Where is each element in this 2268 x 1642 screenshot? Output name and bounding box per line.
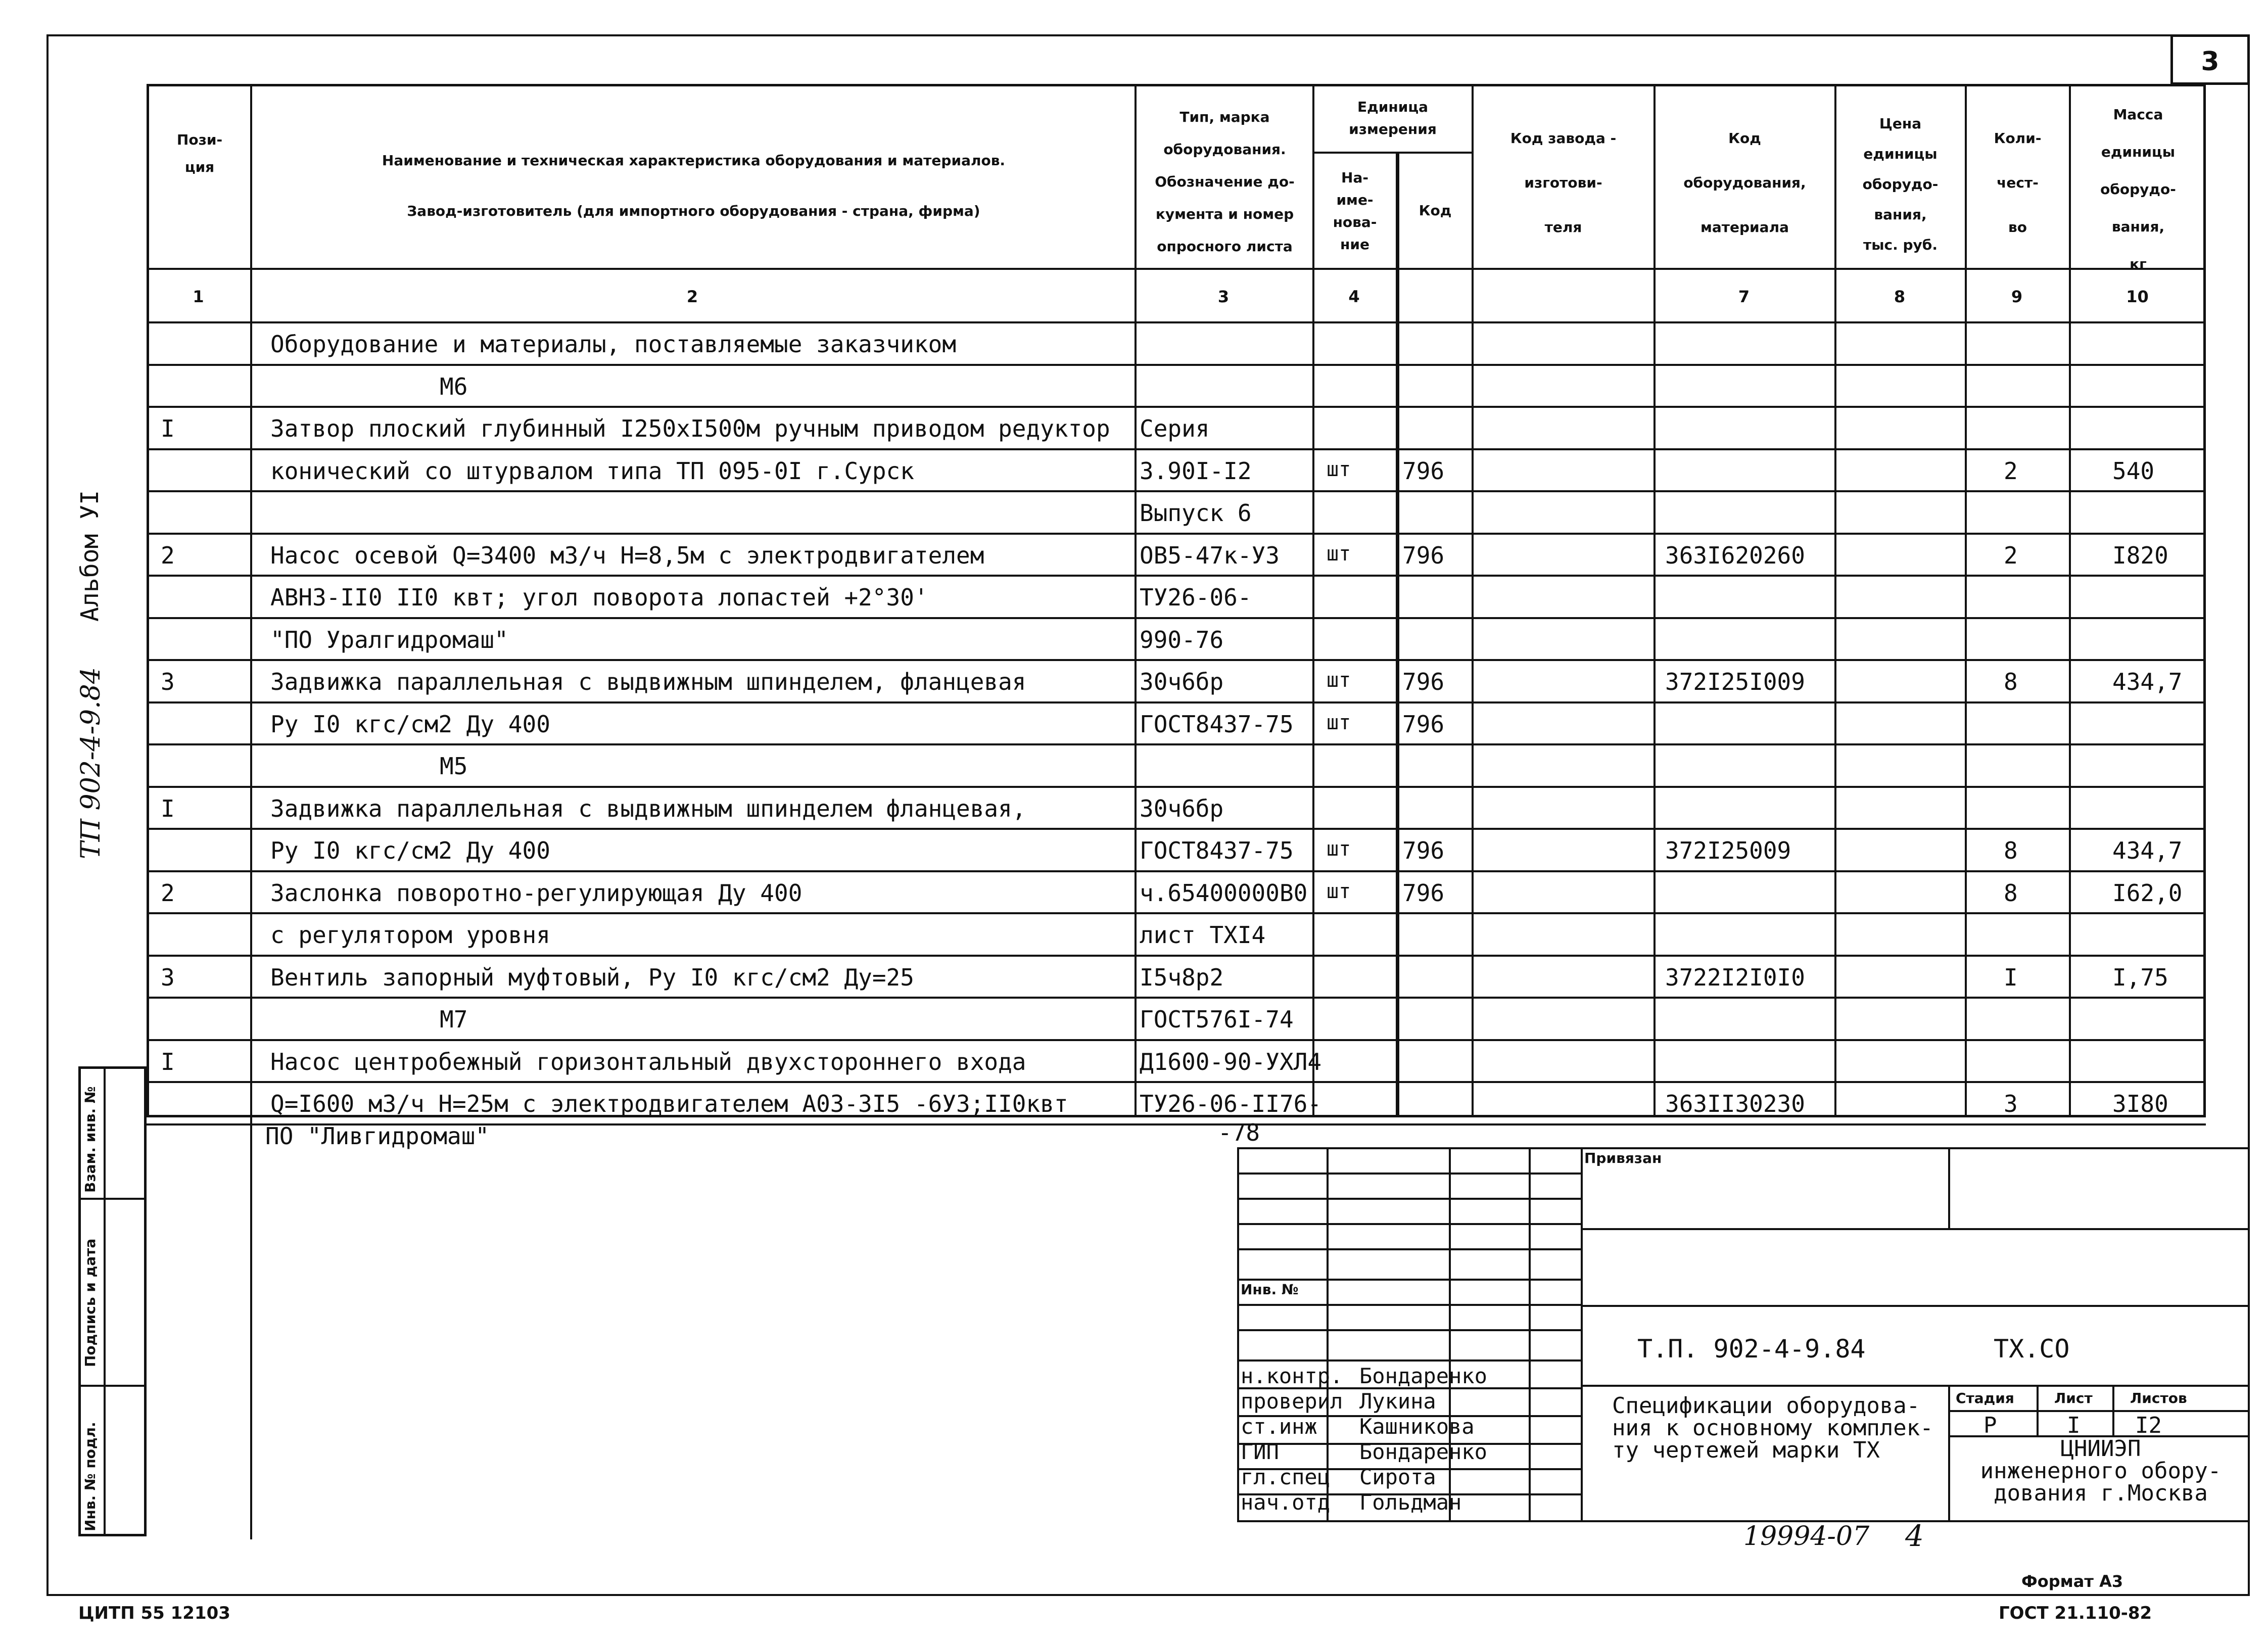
staff-role: ст.инж (1241, 1414, 1317, 1439)
row-position: 2 (161, 541, 175, 569)
tb-row-line (1237, 1279, 1581, 1281)
row-divider (147, 912, 2206, 914)
row-name: М7 (440, 1006, 468, 1033)
row-name: АВН3-II0 II0 квт; угол поворота лопастей +2°30' (270, 584, 928, 611)
format-label: Формат А3 (2021, 1572, 2123, 1591)
col-line (1135, 84, 1137, 1117)
row-mass: I,75 (2112, 963, 2168, 991)
column-number: 9 (2011, 287, 2023, 306)
column-number: 4 (1348, 287, 1360, 306)
row-material-code: 3722I2I0I0 (1665, 963, 1805, 991)
row-type: ГОСТ8437-75 (1140, 837, 1294, 864)
staff-name: Сирота (1359, 1465, 1436, 1489)
row-mass: 3I80 (2112, 1090, 2168, 1117)
sheets-value: I2 (2135, 1413, 2162, 1438)
row-unit: шт (1327, 457, 1351, 481)
row-unit: шт (1327, 837, 1351, 861)
row-name: Ру I0 кгс/см2 Ду 400 (270, 710, 550, 738)
row-quantity: 8 (2004, 879, 2018, 907)
row-type: ГОСТ8437-75 (1140, 710, 1294, 738)
header-col5: Код (1419, 202, 1452, 219)
row-divider (147, 1039, 2206, 1041)
archive-number: 19994-07 (1743, 1521, 1870, 1552)
row-name: конический со штурвалом типа ТП 095-0I г.Сурск (270, 457, 914, 485)
organization: ЦНИИЭП инженерного обору- дования г.Москва (1980, 1436, 2222, 1506)
stage-label: Стадия (1956, 1390, 2014, 1406)
header-col1: Пози- ция (176, 131, 223, 175)
tb-row-line (1237, 1304, 1581, 1306)
row-material-code: 363I620260 (1665, 541, 1805, 569)
row-code: 796 (1402, 879, 1445, 907)
row-divider (147, 1081, 2206, 1083)
row-mass: I820 (2112, 541, 2168, 569)
doc-code: Т.П. 902-4-9.84 (1637, 1334, 1866, 1364)
row-name: М5 (440, 753, 468, 780)
stage-value: Р (1983, 1413, 1997, 1438)
column-number: 3 (1217, 287, 1230, 306)
row-name: Затвор плоский глубинный I250xI500м ручным приводом редуктор (270, 415, 1110, 442)
colnum-bottom-line (147, 321, 2206, 323)
row-type: Серия (1140, 415, 1210, 442)
row-material-code: 372I25I009 (1665, 668, 1805, 695)
row-divider (147, 533, 2206, 535)
header-col2: Наименование и техническая характеристика оборудования и материалов. Завод-изготовитель (для импортного оборудования - страна, фирма) (382, 152, 1006, 219)
tb-line (1581, 1228, 2250, 1230)
column-number: 2 (686, 287, 698, 306)
row-code: 796 (1402, 457, 1445, 485)
tb-line (1948, 1385, 1950, 1522)
row-type: Выпуск 6 (1140, 499, 1252, 527)
stamp-label-signature: Подпись и дата (82, 1238, 99, 1367)
row-name: Ру I0 кгс/см2 Ду 400 (270, 837, 550, 864)
row-position: I (161, 1048, 175, 1075)
row-type: 990-76 (1140, 626, 1224, 653)
tb-row-line (1237, 1172, 1581, 1175)
tb-line (2037, 1385, 2039, 1435)
row-quantity: 3 (2004, 1090, 2018, 1117)
tb-line (1581, 1305, 2250, 1307)
tb-row-line (1237, 1223, 1581, 1225)
row-unit: шт (1327, 669, 1351, 692)
column-number: 1 (193, 287, 204, 306)
row-name: Насос центробежный горизонтальный двухстороннего входа (270, 1048, 1026, 1075)
left-stamp-line (78, 1385, 147, 1387)
sheets-label: Листов (2130, 1390, 2187, 1406)
tb-row-line (1237, 1248, 1581, 1250)
header-col7: Код оборудования, материала (1683, 130, 1806, 236)
tb-line (1948, 1410, 2250, 1412)
row-type: ОВ5-47к-У3 (1140, 541, 1280, 569)
row-type: лист ТХI4 (1140, 921, 1266, 949)
header-col8: Цена единицы оборудо- вания, тыс. руб. (1862, 115, 1939, 253)
row-divider (147, 659, 2206, 661)
staff-role: гл.спец (1241, 1465, 1331, 1489)
row-position: 2 (161, 879, 175, 907)
staff-role: нач.отд (1241, 1490, 1331, 1515)
header-col4: На- име- нова- ние (1333, 169, 1377, 253)
staff-role: н.контр. (1241, 1364, 1343, 1388)
sheet-value: I (2067, 1413, 2081, 1438)
row-mass: 540 (2112, 457, 2155, 485)
row-name: Q=I600 м3/ч Н=25м с электродвигателем А03-3I5 -6У3;II0квт (270, 1090, 1068, 1117)
tb-row-line (1237, 1329, 1581, 1331)
privyazan-label: Привязан (1584, 1150, 1662, 1166)
header-col9: Коли- чест- во (1994, 130, 2042, 236)
row-code: 796 (1402, 668, 1445, 695)
doc-mark: ТХ.СО (1994, 1334, 2070, 1364)
row-divider (147, 786, 2206, 788)
row-divider (147, 743, 2206, 745)
row-quantity: 2 (2004, 541, 2018, 569)
row-type: ТУ26-06- (1140, 584, 1252, 611)
row-material-code: 372I25009 (1665, 837, 1791, 864)
sheet-number: 3 (2201, 46, 2219, 77)
row-unit: шт (1327, 542, 1351, 566)
tb-line (1529, 1147, 1531, 1522)
side-tp-label: ТП 902-4-9.84 (76, 667, 106, 859)
staff-name: Бондаренко (1359, 1364, 1487, 1388)
tb-line (1581, 1147, 1583, 1522)
row-name: Насос осевой Q=3400 м3/ч Н=8,5м с электродвигателем (270, 541, 984, 569)
sheet-label: Лист (2054, 1390, 2093, 1406)
row-name: М6 (440, 372, 468, 400)
left-stamp-divider (104, 1066, 106, 1536)
row-divider (147, 701, 2206, 703)
row-divider (147, 575, 2206, 577)
tb-row-line (1237, 1359, 1581, 1362)
archive-suffix: 4 (1905, 1519, 1924, 1553)
header-col3: Тип, марка оборудования. Обозначение до- кумента и номер опросного листа (1155, 109, 1295, 255)
row-divider (147, 617, 2206, 619)
left-stamp-line (78, 1198, 147, 1200)
row-mass: 434,7 (2112, 837, 2183, 864)
stamp-label-vzam: Взам. инв. № (82, 1086, 99, 1193)
row-divider (147, 490, 2206, 492)
row-divider (147, 364, 2206, 366)
col-line (1396, 152, 1399, 1117)
tb-line (1449, 1147, 1451, 1522)
row-type: I5ч8р2 (1140, 963, 1224, 991)
continuation-type: -78 (1218, 1119, 1260, 1146)
row-quantity: 8 (2004, 668, 2018, 695)
row-divider (147, 997, 2206, 999)
row-type: 30ч6бр (1140, 668, 1224, 695)
row-name: "ПО Уралгидромаш" (270, 626, 508, 653)
inv-label: Инв. № (1241, 1281, 1299, 1298)
column-number: 8 (1894, 287, 1906, 306)
row-divider (147, 870, 2206, 872)
row-type: Д1600-90-УХЛ4 (1140, 1048, 1322, 1075)
row-material-code: 363II30230 (1665, 1090, 1805, 1117)
row-type: 3.90I-I2 (1140, 457, 1252, 485)
side-album-label: Альбом УI (76, 490, 104, 622)
tb-row-line (1237, 1198, 1581, 1200)
row-divider (147, 448, 2206, 450)
staff-name: Гольдман (1359, 1490, 1462, 1515)
row-position: I (161, 794, 175, 822)
row-unit: шт (1327, 711, 1351, 734)
row-mass: 434,7 (2112, 668, 2183, 695)
header-col10: Масса единицы оборудо- вания, кг (2100, 106, 2176, 272)
stamp-label-inv: Инв. № подл. (82, 1422, 99, 1531)
column-number: 10 (2126, 287, 2149, 306)
unit-split-line (1312, 152, 1472, 154)
row-type: 30ч6бр (1140, 794, 1224, 822)
staff-name: Кашникова (1359, 1414, 1475, 1439)
row-name: Задвижка параллельная с выдвижным шпинделем, фланцевая (270, 668, 1026, 695)
header-unit: Единица измерения (1349, 99, 1437, 137)
row-quantity: 2 (2004, 457, 2018, 485)
row-divider (147, 828, 2206, 830)
tb-line (1581, 1385, 2250, 1387)
tb-line (2112, 1385, 2114, 1435)
row-quantity: I (2004, 963, 2018, 991)
continuation-name: ПО "Ливгидромаш" (265, 1122, 490, 1150)
column-number: 7 (1738, 287, 1750, 306)
staff-role: ГИП (1241, 1439, 1279, 1464)
row-code: 796 (1402, 710, 1445, 738)
row-position: 3 (161, 963, 175, 991)
row-code: 796 (1402, 837, 1445, 864)
footer-left: ЦИТП 55 12103 (78, 1603, 230, 1623)
row-position: 3 (161, 668, 175, 695)
row-divider (147, 955, 2206, 957)
row-code: 796 (1402, 541, 1445, 569)
row-name: с регулятором уровня (270, 921, 550, 949)
row-name: Вентиль запорный муфтовый, Ру I0 кгс/см2 Ду=25 (270, 963, 914, 991)
staff-role: проверил (1241, 1389, 1343, 1414)
header-col6: Код завода - изготови- теля (1510, 130, 1617, 236)
row-mass: I62,0 (2112, 879, 2183, 907)
row-name: Оборудование и материалы, поставляемые заказчиком (270, 331, 957, 358)
row-name: Заслонка поворотно-регулирующая Ду 400 (270, 879, 802, 907)
row-divider (147, 406, 2206, 408)
staff-name: Лукина (1359, 1389, 1436, 1414)
row-type: ТУ26-06-II76- (1140, 1090, 1322, 1117)
row-quantity: 8 (2004, 837, 2018, 864)
row-type: ч.65400000В0 (1140, 879, 1308, 907)
row-position: I (161, 415, 175, 442)
doc-title: Спецификации оборудова- ния к основному комплек- ту чертежей марки ТХ (1612, 1393, 1933, 1463)
row-unit: шт (1327, 879, 1351, 903)
row-type: ГОСТ576I-74 (1140, 1006, 1294, 1033)
header-bottom-line (147, 268, 2206, 270)
staff-name: Бондаренко (1359, 1439, 1487, 1464)
row-name: Задвижка параллельная с выдвижным шпинделем фланцевая, (270, 794, 1026, 822)
tb-line (1948, 1147, 1950, 1228)
gost-label: ГОСТ 21.110-82 (1999, 1603, 2152, 1623)
